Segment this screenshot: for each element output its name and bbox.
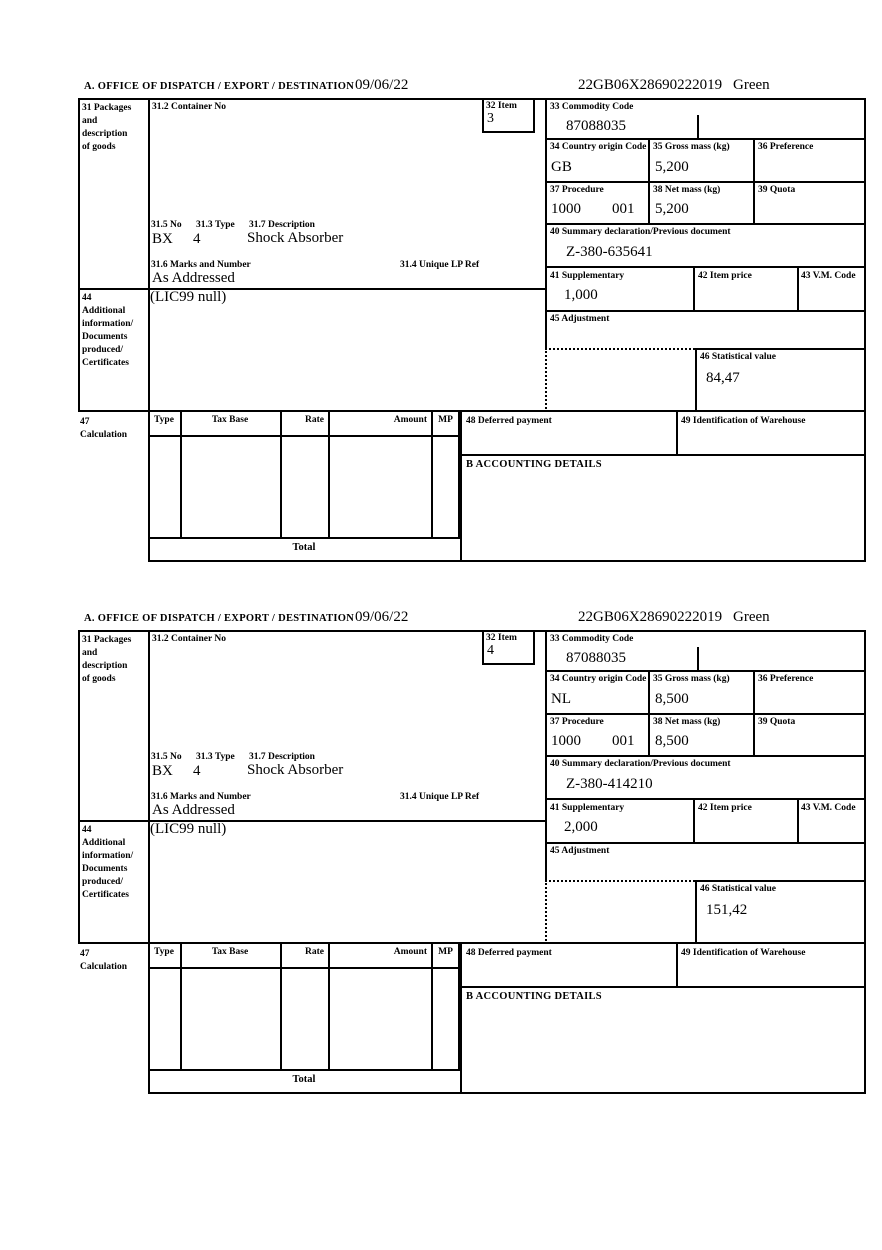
procedure-part2-value: 001	[612, 201, 635, 217]
additional-info-label-line: 44	[82, 293, 92, 303]
packages-label-line: of goods	[82, 142, 116, 152]
additional-info-label-line: Documents	[82, 864, 128, 874]
grid-line	[545, 670, 866, 672]
grid-line	[545, 713, 866, 715]
calc-col-mp-header: MP	[438, 947, 453, 957]
packages-label-line: and	[82, 116, 98, 126]
grid-line	[545, 310, 866, 312]
net-mass-label: 38 Net mass (kg)	[653, 185, 721, 195]
item-price-label: 42 Item price	[698, 271, 752, 281]
grid-line	[280, 944, 282, 1071]
declaration-item-section	[0, 607, 882, 1139]
package-no-label: 31.5 No	[151, 220, 182, 230]
grid-line	[78, 288, 547, 290]
dotted-grid-line	[545, 880, 695, 882]
supplementary-units-value: 2,000	[564, 819, 598, 835]
additional-info-label-line: produced/	[82, 877, 124, 887]
commodity-code-value: 87088035	[566, 118, 626, 134]
additional-info-label-line: information/	[82, 851, 134, 861]
calculation-table-outline	[148, 944, 460, 1071]
packages-label-line: description	[82, 661, 128, 671]
packages-label-line: 31 Packages	[82, 103, 132, 113]
additional-info-label-line: Additional	[82, 306, 126, 316]
grid-line	[545, 266, 866, 268]
goods-description-value: Shock Absorber	[247, 230, 344, 246]
grid-line	[148, 630, 150, 944]
calculation-label-line: 47	[80, 949, 90, 959]
unique-lp-ref-label: 31.4 Unique LP Ref	[400, 260, 480, 270]
calculation-label-line: Calculation	[80, 430, 127, 440]
grid-line	[545, 181, 866, 183]
deferred-payment-label: 48 Deferred payment	[466, 416, 552, 426]
grid-line	[148, 435, 460, 437]
calculation-label-line: Calculation	[80, 962, 127, 972]
calc-col-rate-header: Rate	[305, 415, 324, 425]
item-number-value: 4	[487, 643, 494, 658]
calc-col-amount-header: Amount	[393, 415, 427, 425]
office-of-dispatch-label: A. OFFICE OF DISPATCH / EXPORT / DESTINATION	[84, 613, 355, 624]
grid-line	[180, 412, 182, 539]
net-mass-value: 5,200	[655, 201, 689, 217]
commodity-code-separator-line	[697, 115, 699, 138]
total-label: Total	[292, 542, 316, 553]
gross-mass-label: 35 Gross mass (kg)	[653, 674, 730, 684]
procedure-label: 37 Procedure	[550, 185, 604, 195]
preference-label: 36 Preference	[758, 674, 814, 684]
calc-col-mp-header: MP	[438, 415, 453, 425]
grid-line	[431, 412, 433, 539]
gross-mass-value: 8,500	[655, 691, 689, 707]
package-no-value: BX	[152, 763, 173, 779]
commodity-code-label: 33 Commodity Code	[550, 102, 634, 112]
commodity-code-value: 87088035	[566, 650, 626, 666]
grid-line	[78, 820, 547, 822]
additional-info-label-line: information/	[82, 319, 134, 329]
statistical-value: 151,42	[706, 902, 748, 918]
package-type-label: 31.3 Type	[196, 752, 235, 762]
country-origin-value: GB	[551, 159, 572, 175]
total-label: Total	[292, 1074, 316, 1085]
calc-col-rate-header: Rate	[305, 947, 324, 957]
goods-description-value: Shock Absorber	[247, 762, 344, 778]
item-price-label: 42 Item price	[698, 803, 752, 813]
marks-and-number-label: 31.6 Marks and Number	[151, 260, 251, 270]
warehouse-identification-label: 49 Identification of Warehouse	[681, 416, 806, 426]
deferred-payment-label: 48 Deferred payment	[466, 948, 552, 958]
calc-col-type-header: Type	[154, 947, 174, 957]
grid-line	[280, 412, 282, 539]
additional-info-label-line: Certificates	[82, 890, 129, 900]
additional-info-label-line: Additional	[82, 838, 126, 848]
calculation-label-line: 47	[80, 417, 90, 427]
grid-line	[693, 798, 695, 842]
packages-description-label	[82, 102, 131, 154]
additional-info-label-line: 44	[82, 825, 92, 835]
grid-line	[693, 266, 695, 310]
vm-code-label: 43 V.M. Code	[801, 803, 856, 813]
additional-information-value: (LIC99 null)	[150, 821, 227, 837]
grid-line	[431, 944, 433, 1071]
previous-document-value: Z-380-635641	[566, 244, 653, 260]
item-number-value: 3	[487, 111, 494, 126]
grid-line	[460, 986, 866, 988]
net-mass-value: 8,500	[655, 733, 689, 749]
warehouse-identification-label: 49 Identification of Warehouse	[681, 948, 806, 958]
procedure-label: 37 Procedure	[550, 717, 604, 727]
statistical-value: 84,47	[706, 370, 740, 386]
additional-info-label-line: Certificates	[82, 358, 129, 368]
grid-line	[545, 138, 866, 140]
country-origin-label: 34 Country origin Code	[550, 142, 647, 152]
package-type-value: 4	[193, 763, 201, 779]
procedure-part2-value: 001	[612, 733, 635, 749]
item-number-label: 32 Item	[486, 633, 517, 643]
grid-line	[328, 412, 330, 539]
declaration-date: 09/06/22	[355, 609, 409, 625]
calc-col-type-header: Type	[154, 415, 174, 425]
statistical-value-label: 46 Statistical value	[700, 352, 776, 362]
grid-line	[328, 944, 330, 1071]
net-mass-label: 38 Net mass (kg)	[653, 717, 721, 727]
calc-col-amount-header: Amount	[393, 947, 427, 957]
package-type-value: 4	[193, 231, 201, 247]
office-of-dispatch-label: A. OFFICE OF DISPATCH / EXPORT / DESTINATION	[84, 81, 355, 92]
packages-label-line: description	[82, 129, 128, 139]
calc-col-tax-base-header: Tax Base	[211, 947, 249, 957]
goods-description-label: 31.7 Description	[249, 752, 315, 762]
country-origin-value: NL	[551, 691, 571, 707]
adjustment-label: 45 Adjustment	[550, 846, 610, 856]
packages-description-label	[82, 634, 131, 686]
grid-line	[545, 223, 866, 225]
commodity-code-label: 33 Commodity Code	[550, 634, 634, 644]
dotted-grid-line	[545, 348, 547, 412]
accounting-details-label: B ACCOUNTING DETAILS	[466, 991, 602, 1002]
additional-info-label-line: produced/	[82, 345, 124, 355]
gross-mass-value: 5,200	[655, 159, 689, 175]
summary-declaration-label: 40 Summary declaration/Previous document	[550, 759, 731, 769]
grid-line	[460, 454, 866, 456]
supplementary-units-value: 1,000	[564, 287, 598, 303]
supplementary-label: 41 Supplementary	[550, 271, 625, 281]
supplementary-label: 41 Supplementary	[550, 803, 625, 813]
dotted-grid-line	[545, 348, 695, 350]
quota-label: 39 Quota	[758, 717, 796, 727]
preference-label: 36 Preference	[758, 142, 814, 152]
declaration-reference: 22GB06X28690222019	[578, 77, 723, 93]
grid-line	[545, 755, 866, 757]
declaration-date: 09/06/22	[355, 77, 409, 93]
procedure-value: 1000	[551, 201, 581, 217]
quota-label: 39 Quota	[758, 185, 796, 195]
procedure-value: 1000	[551, 733, 581, 749]
packages-label-line: of goods	[82, 674, 116, 684]
declaration-item-section	[0, 75, 882, 607]
summary-declaration-label: 40 Summary declaration/Previous document	[550, 227, 731, 237]
marks-and-number-label: 31.6 Marks and Number	[151, 792, 251, 802]
container-no-label: 31.2 Container No	[152, 634, 226, 644]
adjustment-label: 45 Adjustment	[550, 314, 610, 324]
grid-line	[676, 944, 678, 986]
calculation-label	[80, 948, 127, 974]
calc-col-tax-base-header: Tax Base	[211, 415, 249, 425]
routing-status: Green	[733, 77, 770, 93]
grid-line	[676, 412, 678, 454]
dotted-grid-line	[545, 880, 547, 944]
grid-line	[148, 98, 150, 412]
goods-description-label: 31.7 Description	[249, 220, 315, 230]
declaration-reference: 22GB06X28690222019	[578, 609, 723, 625]
gross-mass-label: 35 Gross mass (kg)	[653, 142, 730, 152]
commodity-code-separator-line	[697, 647, 699, 670]
grid-line	[148, 967, 460, 969]
package-no-value: BX	[152, 231, 173, 247]
previous-document-value: Z-380-414210	[566, 776, 653, 792]
additional-information-value: (LIC99 null)	[150, 289, 227, 305]
marks-and-number-value: As Addressed	[152, 270, 235, 286]
grid-line	[545, 842, 866, 844]
grid-line	[797, 798, 799, 842]
grid-line	[180, 944, 182, 1071]
grid-line	[545, 798, 866, 800]
grid-line	[797, 266, 799, 310]
additional-information-label	[82, 292, 133, 370]
item-number-label: 32 Item	[486, 101, 517, 111]
packages-label-line: and	[82, 648, 98, 658]
additional-information-label	[82, 824, 133, 902]
unique-lp-ref-label: 31.4 Unique LP Ref	[400, 792, 480, 802]
package-no-label: 31.5 No	[151, 752, 182, 762]
calculation-table-outline	[148, 412, 460, 539]
statistical-value-label: 46 Statistical value	[700, 884, 776, 894]
container-no-label: 31.2 Container No	[152, 102, 226, 112]
additional-info-label-line: Documents	[82, 332, 128, 342]
packages-label-line: 31 Packages	[82, 635, 132, 645]
routing-status: Green	[733, 609, 770, 625]
accounting-details-label: B ACCOUNTING DETAILS	[466, 459, 602, 470]
vm-code-label: 43 V.M. Code	[801, 271, 856, 281]
marks-and-number-value: As Addressed	[152, 802, 235, 818]
package-type-label: 31.3 Type	[196, 220, 235, 230]
calculation-label	[80, 416, 127, 442]
country-origin-label: 34 Country origin Code	[550, 674, 647, 684]
